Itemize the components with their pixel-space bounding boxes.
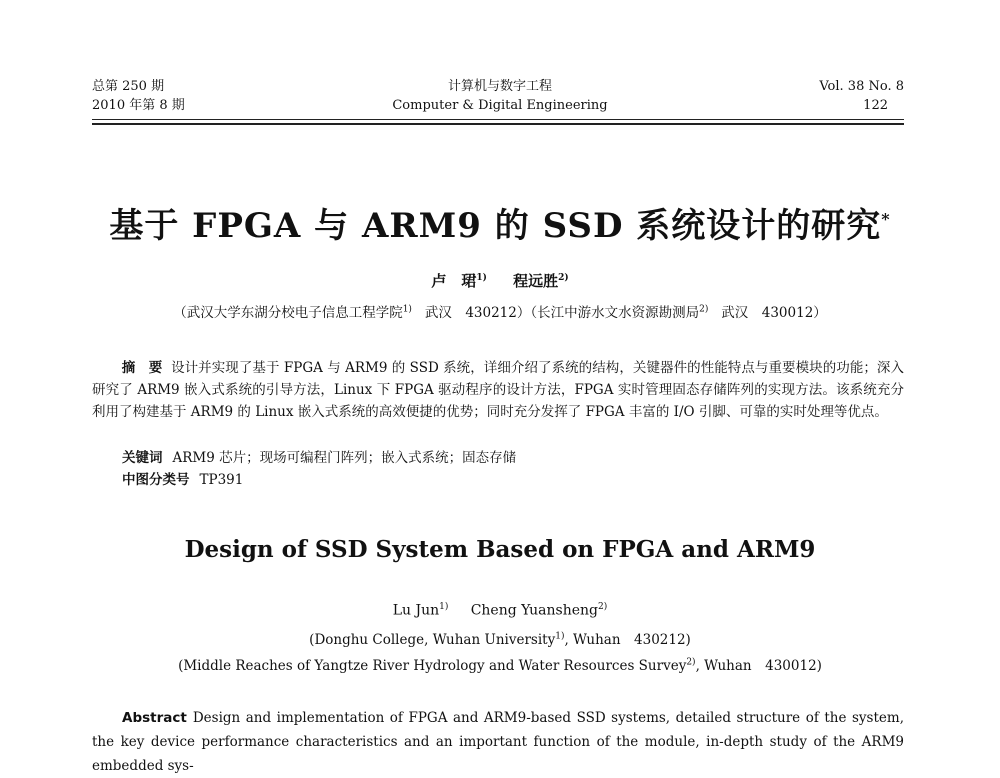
classification-value: TP391 <box>199 472 244 488</box>
author1-cn-mark: 1) <box>476 273 487 283</box>
author1-cn: 卢 珺 <box>431 272 477 290</box>
abstract-cn-text: 设计并实现了基于 FPGA 与 ARM9 的 SSD 系统，详细介绍了系统的结构，关键器件的性能特点与重要模块的功能；深入研究了 ARM9 嵌入式系统的引导方法，Linux 下 FPGA 驱动程序的设计方法，FPGA 实时管理固态存储阵列的实现方法。该系统充分利用了构建基于 ARM9 的 Linux 嵌入式系统的高效便捷的优势；同时充分发挥了 FPGA 丰富的 I/O 引脚、可靠的实时处理等优点。 <box>92 360 904 420</box>
title-footnote-mark: * <box>881 209 891 229</box>
author1-en: Lu Jun <box>392 602 440 619</box>
author2-cn-mark: 2) <box>558 273 569 283</box>
header-rule-thick <box>92 123 904 125</box>
keywords-cn-label: 关键词 <box>122 450 163 466</box>
affiliation-en-line1-a: (Donghu College, Wuhan University <box>309 632 556 648</box>
affiliation-en-line1 <box>0 628 1000 648</box>
title-en: Design of SSD System Based on FPGA and ARM9 <box>184 536 816 563</box>
issue-year: 2010 年第 8 期 <box>92 98 185 113</box>
authors-cn <box>0 270 1000 291</box>
abstract-cn-label: 摘 要 <box>121 360 163 376</box>
issue-total: 总第 250 期 <box>92 79 165 94</box>
title-cn <box>0 198 1000 247</box>
author2-cn: 程远胜 <box>513 272 559 290</box>
header-rule-thin <box>92 119 904 120</box>
page-number: 122 <box>863 98 888 113</box>
journal-name-en: Computer & Digital Engineering <box>392 98 608 113</box>
affiliation-cn-part1: （武汉大学东湖分校电子信息工程学院 <box>173 305 403 321</box>
author1-en-mark: 1) <box>439 602 449 612</box>
affiliation-cn-part2: 武汉 430212）（长江中游水文水资源勘测局 <box>424 305 700 321</box>
affiliation-cn-part3: 武汉 430012） <box>721 305 827 321</box>
affiliation-en-line2-mark: 2) <box>686 657 696 668</box>
affiliation-cn <box>0 301 1000 321</box>
abstract-cn <box>92 357 904 423</box>
classification <box>92 469 934 491</box>
author2-en: Cheng Yuansheng <box>470 602 598 619</box>
abstract-en-label: Abstract <box>122 710 187 726</box>
affiliation-en-line1-mark: 1) <box>555 631 565 642</box>
affiliation-cn-mark1: 1) <box>402 304 412 315</box>
affiliation-cn-mark2: 2) <box>699 304 709 315</box>
keywords-cn <box>92 447 934 469</box>
authors-en <box>0 602 1000 619</box>
affiliation-en-line2-b: , Wuhan 430012) <box>695 658 822 674</box>
author2-en-mark: 2) <box>598 602 608 612</box>
affiliation-en-line2 <box>0 654 1000 674</box>
abstract-en-text: Design and implementation of FPGA and ARM9-based SSD systems, detailed structure of the system, the key device performance characteristics and an important function of the module, in-depth study of the ARM9 embedded sys- <box>92 710 904 774</box>
abstract-en <box>92 706 904 778</box>
affiliation-en-line1-b: , Wuhan 430212) <box>564 632 691 648</box>
keywords-cn-text: ARM9 芯片；现场可编程门阵列；嵌入式系统；固态存储 <box>172 450 517 466</box>
affiliation-en-line2-a: (Middle Reaches of Yangtze River Hydrology and Water Resources Survey <box>178 658 687 674</box>
classification-label: 中图分类号 <box>122 472 190 488</box>
title-cn-text: 基于 FPGA 与 ARM9 的 SSD 系统设计的研究 <box>109 206 882 246</box>
volume-number: Vol. 38 No. 8 <box>819 79 904 94</box>
journal-name-cn: 计算机与数字工程 <box>447 79 552 94</box>
